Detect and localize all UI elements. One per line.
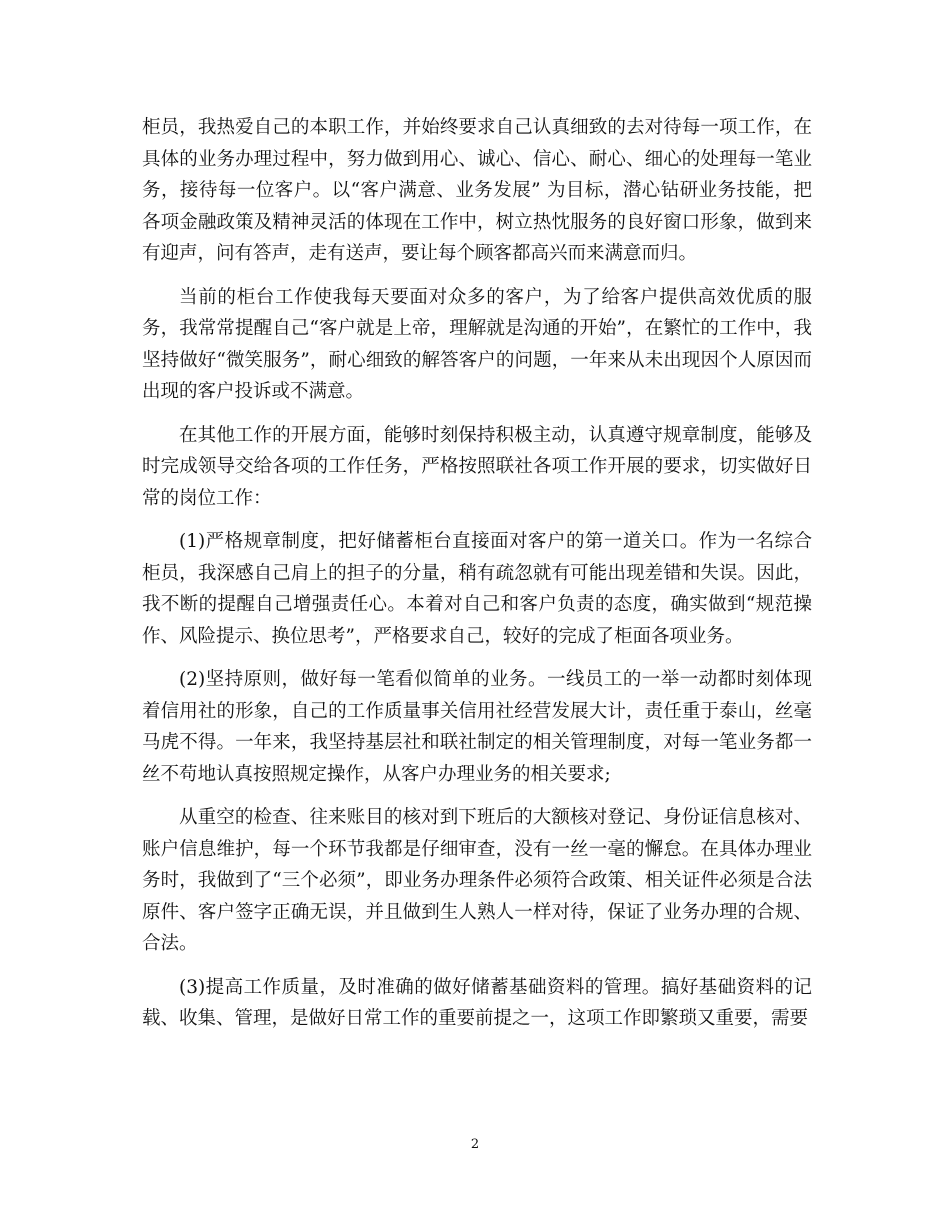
paragraph: 从重空的检查、往来账目的核对到下班后的大额核对登记、身份证信息核对、账户信息维护，每一个环节我都是仔细审查，没有一丝一毫的懈怠。在具体办理业务时，我做到了“三个必须”，即业务办理条件必须符合政策、相关证件必须是合法原件、客户签字正确无误，并且做到生人熟人一样对待，保证了业务办理的合规、合法。 [142,807,812,954]
paragraph-continuation: 柜员，我热爱自己的本职工作，并始终要求自己认真细致的去对待每一项工作，在具体的业务办理过程中，努力做到用心、诚心、信心、耐心、细心的处理每一笔业务，接待每一位客户。以“客户满意、业务发展” 为目标，潜心钻研业务技能，把各项金融政策及精神灵活的体现在工作中，树立热忱服务的良好窗口形象，做到来有迎声，问有答声，走有送声，要让每个顾客都高兴而来满意而归。 [142,117,812,264]
paragraph-item-2: (2)坚持原则，做好每一笔看似简单的业务。一线员工的一举一动都时刻体现着信用社的形象，自己的工作质量事关信用社经营发展大计，责任重于泰山，丝毫马虎不得。一年来，我坚持基层社和联社制定的相关管理制度，对每一笔业务都一丝不苟地认真按照规定操作，从客户办理业务的相关要求; [142,669,812,785]
paragraph: 在其他工作的开展方面，能够时刻保持积极主动，认真遵守规章制度，能够及时完成领导交给各项的工作任务，严格按照联社各项工作开展的要求，切实做好日常的岗位工作： [142,424,812,509]
page-number: 2 [470,1137,480,1152]
document-body [142,112,812,1047]
paragraph-item-3: (3)提高工作质量，及时准确的做好储蓄基础资料的管理。搞好基础资料的记载、收集、管理，是做好日常工作的重要前提之一，这项工作即繁琐又重要，需要 [142,976,812,1029]
paragraph: 当前的柜台工作使我每天要面对众多的客户，为了给客户提供高效优质的服务，我常常提醒自己“客户就是上帝，理解就是沟通的开始”，在繁忙的工作中，我坚持做好“微笑服务”，耐心细致的解答客户的问题，一年来从未出现因个人原因而出现的客户投诉或不满意。 [142,286,812,402]
paragraph-item-1: (1)严格规章制度，把好储蓄柜台直接面对客户的第一道关口。作为一名综合柜员，我深感自己肩上的担子的分量，稍有疏忽就有可能出现差错和失误。因此，我不断的提醒自己增强责任心。本着对自己和客户负责的态度，确实做到“规范操作、风险提示、换位思考”，严格要求自己，较好的完成了柜面各项业务。 [142,531,812,647]
